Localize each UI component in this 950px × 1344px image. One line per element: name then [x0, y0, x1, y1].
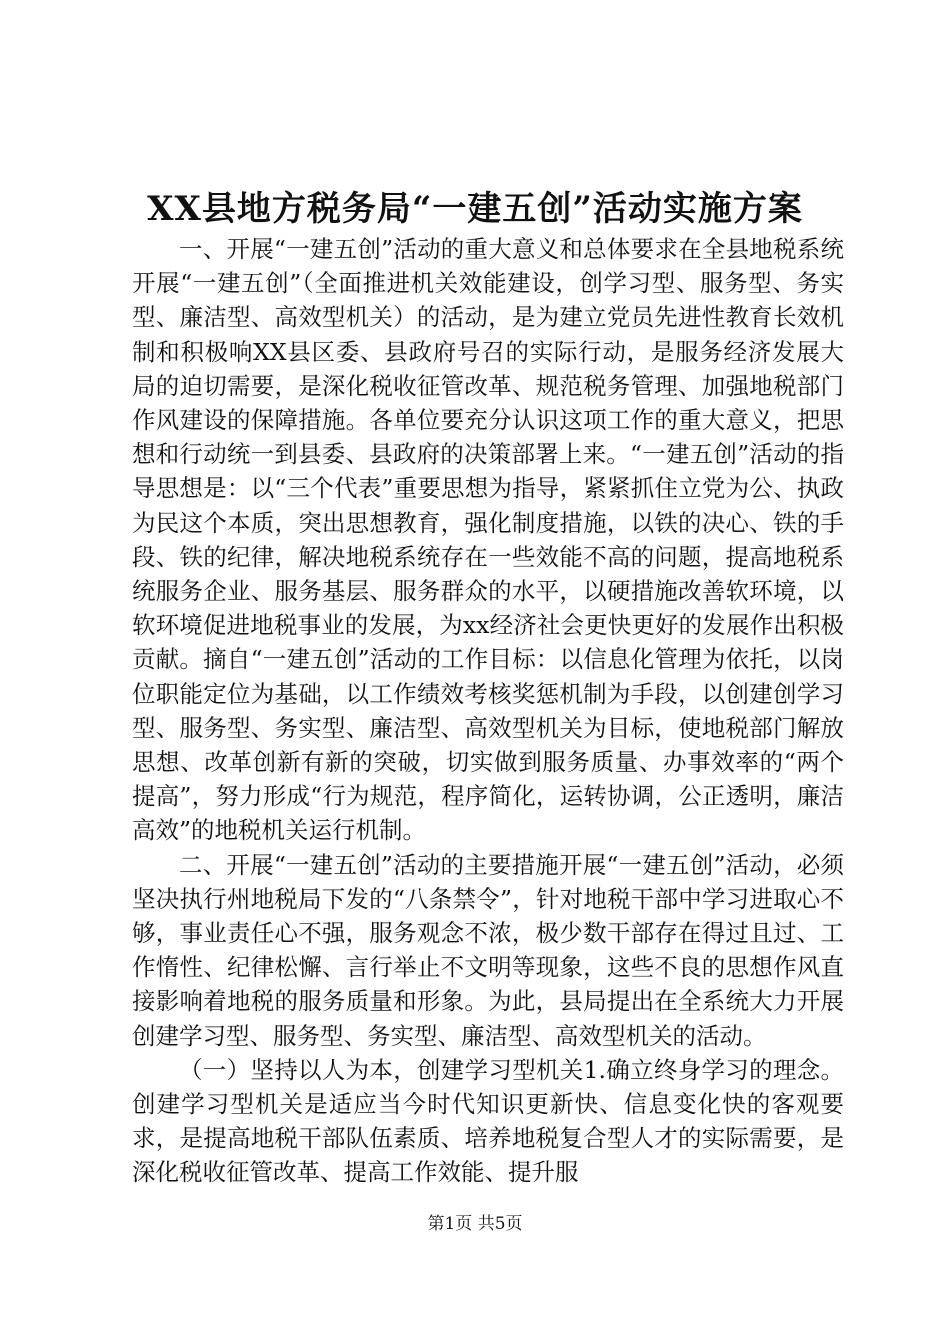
paragraph: （一）坚持以人为本，创建学习型机关1.确立终身学习的理念。创建学习型机关是适应当今时代知识更新快、信息变化快的客观要求，是提高地税干部队伍素质、培养地税复合型人才的实际需要，是深化税收征管改革、提高工作效能、提升服 [132, 1055, 844, 1187]
paragraph: 二、开展“一建五创”活动的主要措施开展“一建五创”活动，必须坚决执行州地税局下发的“八条禁令”，针对地税干部中学习进取心不够，事业责任心不强，服务观念不浓，极少数干部存在得过且过、工作惰性、纪律松懈、言行举止不文明等现象，这些不良的思想作风直接影响着地税的服务质量和形象。为此，县局提出在全系统大力开展创建学习型、服务型、务实型、廉洁型、高效型机关的活动。 [132, 850, 844, 1050]
paragraph: 一、开展“一建五创”活动的重大意义和总体要求在全县地税系统开展“一建五创”（全面推进机关效能建设，创学习型、服务型、务实型、廉洁型、高效型机关）的活动，是为建立党员先进性教育长效机制和积极响XX县区委、县政府号召的实际行动，是服务经济发展大局的迫切需要，是深化税收征管改革、规范税务管理、加强地税部门作风建设的保障措施。各单位要充分认识这项工作的重大意义，把思想和行动统一到县委、县政府的决策部署上来。“一建五创”活动的指导思想是：以“三个代表”重要思想为指导，紧紧抓住立党为公、执政为民这个本质，突出思想教育，强化制度措施，以铁的决心、铁的手段、铁的纪律，解决地税系统存在一些效能不高的问题，提高地税系统服务企业、服务基层、服务群众的水平，以硬措施改善软环境，以软环境促进地税事业的发展，为xx经济社会更快更好的发展作出积极贡献。摘自“一建五创”活动的工作目标：以信息化管理为依托，以岗位职能定位为基础，以工作绩效考核奖惩机制为手段，以创建创学习型、服务型、务实型、廉洁型、高效型机关为目标，使地税部门解放思想、改革创新有新的突破，切实做到服务质量、办事效率的“两个提高”，努力形成“行为规范，程序简化，运转协调，公正透明，廉洁高效”的地税机关运行机制。 [132, 235, 844, 845]
document-title: XX县地方税务局“一建五创”活动实施方案 [147, 189, 803, 229]
page-footer: 第1页 共5页 [427, 1214, 523, 1234]
document-body [132, 232, 844, 1190]
